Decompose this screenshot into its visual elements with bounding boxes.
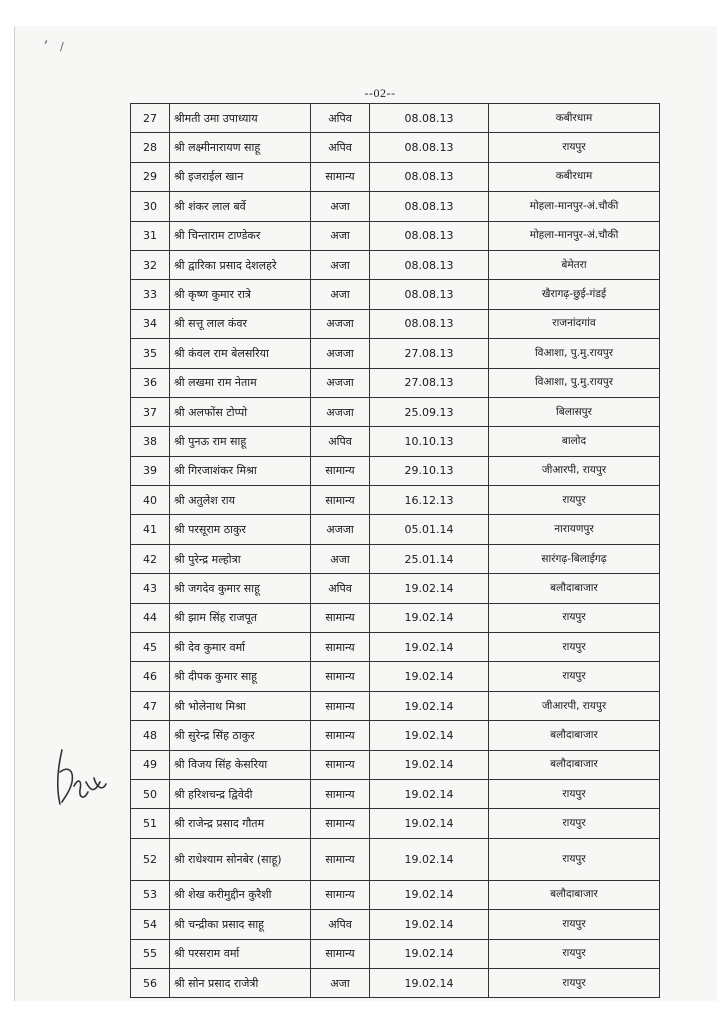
category-cell: सामान्य	[311, 809, 370, 838]
name-cell: श्री राधेश्याम सोनबेर (साहू)	[170, 838, 311, 880]
serial-number-cell: 31	[131, 221, 170, 250]
name-cell: श्रीमती उमा उपाध्याय	[170, 104, 311, 133]
place-cell: कबीरधाम	[489, 162, 660, 191]
date-cell: 08.08.13	[370, 133, 489, 162]
table-row	[131, 162, 660, 191]
name-cell: श्री शेख करीमुद्दीन कुरैशी	[170, 880, 311, 909]
table-body	[131, 104, 660, 998]
date-cell: 08.08.13	[370, 104, 489, 133]
category-cell: अजा	[311, 221, 370, 250]
place-cell: विआशा, पु.मु.रायपुर	[489, 368, 660, 397]
category-cell: अपिव	[311, 910, 370, 939]
date-cell: 08.08.13	[370, 280, 489, 309]
place-cell: विआशा, पु.मु.रायपुर	[489, 339, 660, 368]
name-cell: श्री दीपक कुमार साहू	[170, 662, 311, 691]
category-cell: अजजा	[311, 339, 370, 368]
place-cell: जीआरपी, रायपुर	[489, 456, 660, 485]
category-cell: अजजा	[311, 309, 370, 338]
name-cell: श्री सुरेन्द्र सिंह ठाकुर	[170, 721, 311, 750]
name-cell: श्री पुरेन्द्र मल्होत्रा	[170, 544, 311, 573]
table-row	[131, 221, 660, 250]
place-cell: मोहला-मानपुर-अं.चौकी	[489, 221, 660, 250]
date-cell: 19.02.14	[370, 691, 489, 720]
place-cell: रायपुर	[489, 633, 660, 662]
serial-number-cell: 29	[131, 162, 170, 191]
category-cell: सामान्य	[311, 779, 370, 808]
serial-number-cell: 46	[131, 662, 170, 691]
category-cell: अपिव	[311, 427, 370, 456]
serial-number-cell: 39	[131, 456, 170, 485]
name-cell: श्री परसराम वर्मा	[170, 939, 311, 968]
table-row	[131, 809, 660, 838]
date-cell: 19.02.14	[370, 662, 489, 691]
place-cell: रायपुर	[489, 603, 660, 632]
date-cell: 29.10.13	[370, 456, 489, 485]
name-cell: श्री सत्तू लाल कंवर	[170, 309, 311, 338]
name-cell: श्री अतुलेश राय	[170, 486, 311, 515]
category-cell: सामान्य	[311, 691, 370, 720]
category-cell: अजजा	[311, 515, 370, 544]
serial-number-cell: 49	[131, 750, 170, 779]
table-row	[131, 910, 660, 939]
place-cell: बिलासपुर	[489, 397, 660, 426]
handwritten-signature	[50, 742, 110, 812]
date-cell: 05.01.14	[370, 515, 489, 544]
serial-number-cell: 30	[131, 192, 170, 221]
table-row	[131, 192, 660, 221]
serial-number-cell: 45	[131, 633, 170, 662]
margin-mark: ,	[44, 30, 49, 46]
place-cell: रायपुर	[489, 486, 660, 515]
date-cell: 19.02.14	[370, 838, 489, 880]
place-cell: बलौदाबाजार	[489, 750, 660, 779]
date-cell: 19.02.14	[370, 721, 489, 750]
name-cell: श्री राजेन्द्र प्रसाद गौतम	[170, 809, 311, 838]
name-cell: श्री लखमा राम नेताम	[170, 368, 311, 397]
name-cell: श्री कृष्ण कुमार रात्रे	[170, 280, 311, 309]
place-cell: बलौदाबाजार	[489, 880, 660, 909]
name-cell: श्री परसूराम ठाकुर	[170, 515, 311, 544]
category-cell: अजा	[311, 192, 370, 221]
serial-number-cell: 56	[131, 968, 170, 997]
table-row	[131, 309, 660, 338]
category-cell: अजजा	[311, 397, 370, 426]
date-cell: 19.02.14	[370, 779, 489, 808]
name-cell: श्री गिरजाशंकर मिश्रा	[170, 456, 311, 485]
category-cell: अपिव	[311, 574, 370, 603]
personnel-table	[130, 103, 660, 998]
serial-number-cell: 43	[131, 574, 170, 603]
date-cell: 19.02.14	[370, 939, 489, 968]
place-cell: रायपुर	[489, 910, 660, 939]
serial-number-cell: 42	[131, 544, 170, 573]
name-cell: श्री पुनऊ राम साहू	[170, 427, 311, 456]
date-cell: 25.09.13	[370, 397, 489, 426]
table-row	[131, 515, 660, 544]
date-cell: 08.08.13	[370, 221, 489, 250]
name-cell: श्री चन्द्रीका प्रसाद साहू	[170, 910, 311, 939]
name-cell: श्री चिन्ताराम टाण्डेकर	[170, 221, 311, 250]
category-cell: सामान्य	[311, 486, 370, 515]
category-cell: सामान्य	[311, 603, 370, 632]
date-cell: 08.08.13	[370, 250, 489, 279]
serial-number-cell: 33	[131, 280, 170, 309]
name-cell: श्री झाम सिंह राजपूत	[170, 603, 311, 632]
table-row	[131, 544, 660, 573]
place-cell: रायपुर	[489, 662, 660, 691]
date-cell: 10.10.13	[370, 427, 489, 456]
place-cell: बालोद	[489, 427, 660, 456]
serial-number-cell: 50	[131, 779, 170, 808]
table-row	[131, 486, 660, 515]
place-cell: कबीरधाम	[489, 104, 660, 133]
name-cell: श्री देव कुमार वर्मा	[170, 633, 311, 662]
category-cell: सामान्य	[311, 750, 370, 779]
place-cell: रायपुर	[489, 809, 660, 838]
date-cell: 08.08.13	[370, 309, 489, 338]
table-row	[131, 633, 660, 662]
date-cell: 19.02.14	[370, 603, 489, 632]
table-row	[131, 603, 660, 632]
date-cell: 19.02.14	[370, 633, 489, 662]
date-cell: 08.08.13	[370, 192, 489, 221]
place-cell: रायपुर	[489, 779, 660, 808]
date-cell: 08.08.13	[370, 162, 489, 191]
table-row	[131, 838, 660, 880]
serial-number-cell: 36	[131, 368, 170, 397]
page-number: --02--	[364, 86, 396, 100]
category-cell: सामान्य	[311, 721, 370, 750]
table-row	[131, 133, 660, 162]
name-cell: श्री विजय सिंह केसरिया	[170, 750, 311, 779]
date-cell: 19.02.14	[370, 809, 489, 838]
table-row	[131, 368, 660, 397]
category-cell: अजा	[311, 968, 370, 997]
place-cell: सारंगढ़-बिलाईगढ़	[489, 544, 660, 573]
category-cell: सामान्य	[311, 162, 370, 191]
serial-number-cell: 34	[131, 309, 170, 338]
table-row	[131, 662, 660, 691]
date-cell: 19.02.14	[370, 574, 489, 603]
place-cell: मोहला-मानपुर-अं.चौकी	[489, 192, 660, 221]
place-cell: रायपुर	[489, 968, 660, 997]
date-cell: 19.02.14	[370, 910, 489, 939]
name-cell: श्री सोन प्रसाद राजेत्री	[170, 968, 311, 997]
serial-number-cell: 27	[131, 104, 170, 133]
name-cell: श्री अलफोंस टोप्पो	[170, 397, 311, 426]
name-cell: श्री कंवल राम बेलसरिया	[170, 339, 311, 368]
serial-number-cell: 47	[131, 691, 170, 720]
category-cell: अपिव	[311, 104, 370, 133]
serial-number-cell: 55	[131, 939, 170, 968]
place-cell: नारायणपुर	[489, 515, 660, 544]
serial-number-cell: 35	[131, 339, 170, 368]
date-cell: 27.08.13	[370, 368, 489, 397]
name-cell: श्री लक्ष्मीनारायण साहू	[170, 133, 311, 162]
category-cell: सामान्य	[311, 633, 370, 662]
table-row	[131, 250, 660, 279]
place-cell: बलौदाबाजार	[489, 721, 660, 750]
serial-number-cell: 51	[131, 809, 170, 838]
table-row	[131, 397, 660, 426]
category-cell: सामान्य	[311, 880, 370, 909]
place-cell: बेमेतरा	[489, 250, 660, 279]
name-cell: श्री शंकर लाल बर्वे	[170, 192, 311, 221]
date-cell: 16.12.13	[370, 486, 489, 515]
category-cell: अपिव	[311, 133, 370, 162]
serial-number-cell: 41	[131, 515, 170, 544]
table-row	[131, 339, 660, 368]
serial-number-cell: 38	[131, 427, 170, 456]
category-cell: अजा	[311, 250, 370, 279]
category-cell: सामान्य	[311, 456, 370, 485]
serial-number-cell: 44	[131, 603, 170, 632]
table-row	[131, 427, 660, 456]
table-row	[131, 280, 660, 309]
table-row	[131, 880, 660, 909]
category-cell: सामान्य	[311, 939, 370, 968]
date-cell: 25.01.14	[370, 544, 489, 573]
serial-number-cell: 37	[131, 397, 170, 426]
name-cell: श्री जगदेव कुमार साहू	[170, 574, 311, 603]
table-row	[131, 968, 660, 997]
table-row	[131, 456, 660, 485]
category-cell: सामान्य	[311, 838, 370, 880]
date-cell: 27.08.13	[370, 339, 489, 368]
serial-number-cell: 54	[131, 910, 170, 939]
table-row	[131, 779, 660, 808]
serial-number-cell: 48	[131, 721, 170, 750]
name-cell: श्री भोलेनाथ मिश्रा	[170, 691, 311, 720]
serial-number-cell: 40	[131, 486, 170, 515]
table-row	[131, 721, 660, 750]
date-cell: 19.02.14	[370, 750, 489, 779]
name-cell: श्री द्वारिका प्रसाद देशलहरे	[170, 250, 311, 279]
category-cell: अजजा	[311, 368, 370, 397]
margin-mark: /	[60, 40, 64, 53]
name-cell: श्री इजराईल खान	[170, 162, 311, 191]
serial-number-cell: 28	[131, 133, 170, 162]
category-cell: अजा	[311, 544, 370, 573]
place-cell: राजनांदगांव	[489, 309, 660, 338]
place-cell: खैरागढ़-छुई-गंडई	[489, 280, 660, 309]
table-row	[131, 939, 660, 968]
place-cell: बलौदाबाजार	[489, 574, 660, 603]
table-row	[131, 691, 660, 720]
date-cell: 19.02.14	[370, 880, 489, 909]
serial-number-cell: 52	[131, 838, 170, 880]
table-row	[131, 574, 660, 603]
place-cell: जीआरपी, रायपुर	[489, 691, 660, 720]
place-cell: रायपुर	[489, 133, 660, 162]
table-row	[131, 750, 660, 779]
category-cell: सामान्य	[311, 662, 370, 691]
serial-number-cell: 32	[131, 250, 170, 279]
category-cell: अजा	[311, 280, 370, 309]
table-row	[131, 104, 660, 133]
place-cell: रायपुर	[489, 939, 660, 968]
date-cell: 19.02.14	[370, 968, 489, 997]
place-cell: रायपुर	[489, 838, 660, 880]
serial-number-cell: 53	[131, 880, 170, 909]
name-cell: श्री हरिशचन्द्र द्विवेदी	[170, 779, 311, 808]
